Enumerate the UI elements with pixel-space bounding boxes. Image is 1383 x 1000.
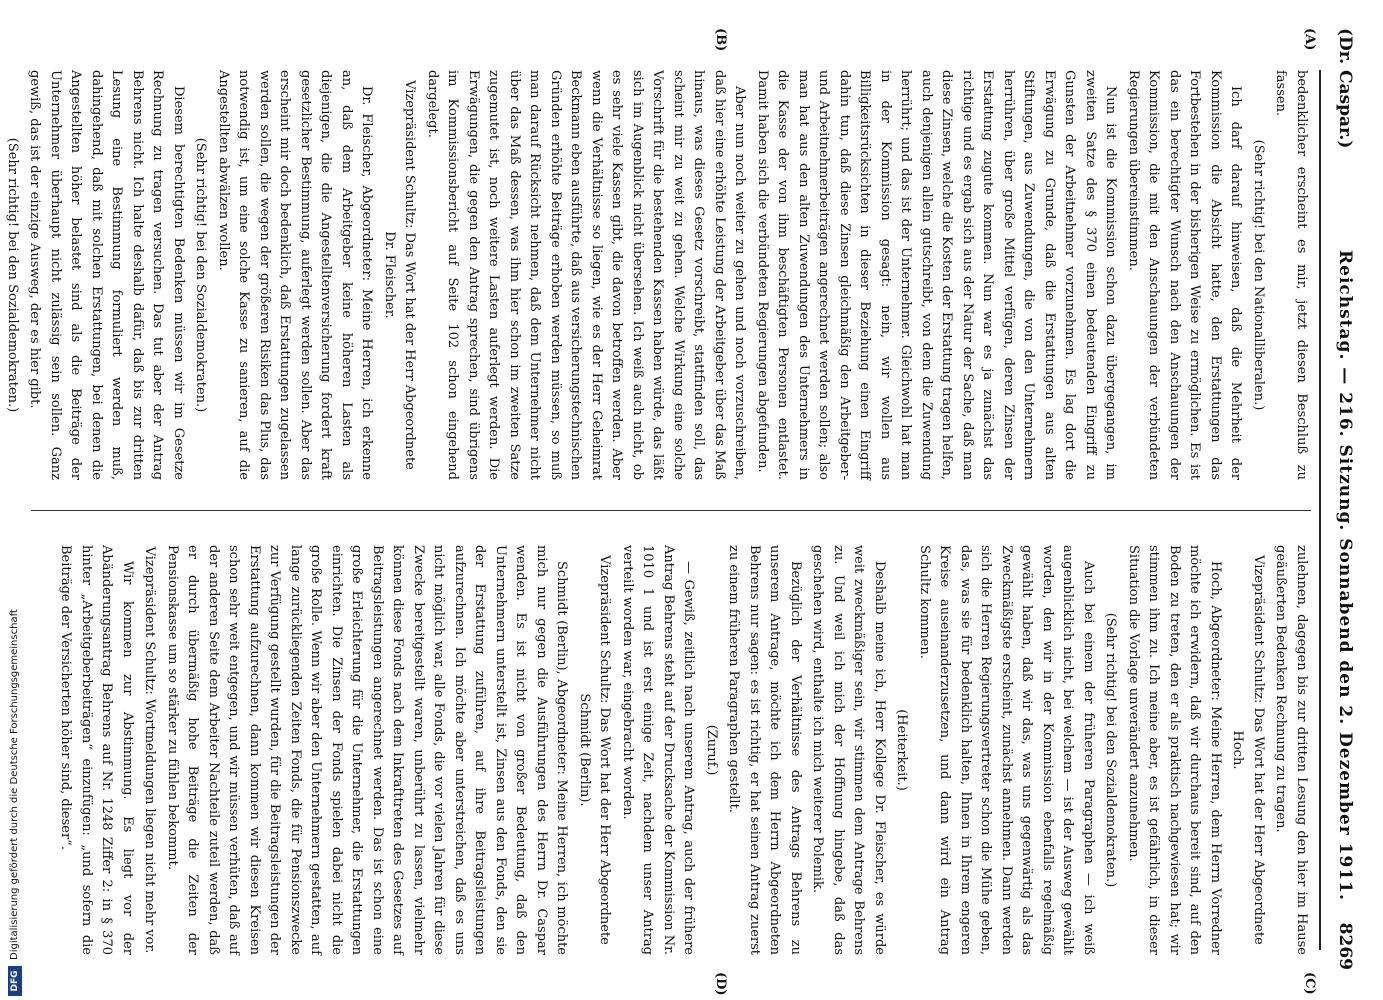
- paragraph: Deshalb meine ich, Herr Kollege Dr. Fleischer, es würde weit zweckmäßiger sein, wir stimmen dem Antrage Behrens zu. Und weil ich mich der Hoffnung hingebe, daß das geschehen wird, enthalte ich mich weiterer Polemik.: [810, 545, 887, 955]
- right-text-column: [21, 545, 1311, 955]
- speaker-running-head: (Dr. Caspar.): [1335, 28, 1355, 149]
- paragraph: zulehnen, dagegen bis zur dritten Lesung den hier im Hause geäußerten Bedenken Rechnung zu tragen.: [1273, 545, 1309, 955]
- margin-marker-a: (A): [1302, 28, 1317, 51]
- speaker-line: (Sehr richtig! bei den Sozialdemokraten.): [193, 137, 209, 413]
- page-title: Reichstag. — 216. Sitzung. Sonnabend den 2. Dezember 1911.: [1335, 250, 1355, 901]
- paragraph: Schmidt (Berlin), Abgeordneter: Meine Herren, ich möchte mich nur gegen die Ausführungen des Herrn Dr. Caspar wenden. Es ist nicht von großer Bedeutung, daß den Unternehmern unterstellt ist, Zinsen aus den Fonds, den sie der Erstattung zuführen, auf ihre Beitragsleistungen aufzurechnen. Ich möchte aber unterstreichen, daß es uns nicht möglich war, alle Fonds, die vor vielen Jahren für diese Zwecke bereitgestellt waren, unberührt zu lassen, vielmehr können diese Fonds nach dem Inkrafttreten des Gesetzes auf Beitragsleistungen angerechnet werden. Das ist schon eine große Erleichterung für die Unternehmer, die Erstattungen einrichten. Die Zinsen der Fonds spielen dabei nicht die große Rolle. Wenn wir aber den Unternehmern gestatten, auf lange zurückliegenden Zeiten Fonds, die für Pensionszwecke zur Verfügung gestellt wurden, für die Beitragsleistungen der Erstattung aufzurechnen, dann kommen wir diesen Kreisen schon sehr weit entgegen, und wir müssen verhüten, daß auf der anderen Seite dem Arbeiter Nachteile zuteil werden, daß er durch übermäßig hohe Beiträge die Zeiten der Pensionskasse um so stärker zu fühlen bekommt.: [165, 545, 570, 955]
- speaker-line: (Sehr richtig! bei den Sozialdemokraten.): [5, 137, 20, 413]
- funding-note: Digitalisierung gefördert durch die Deutsche Forschungsgemeinschaft: [9, 609, 20, 960]
- page-number: 8269: [1335, 922, 1355, 970]
- header-rule: [1319, 70, 1321, 950]
- margin-marker-c: (C): [1302, 972, 1317, 995]
- column-divider: [31, 510, 1311, 511]
- speaker-line: (Zuruf.): [704, 724, 719, 776]
- paragraph: Aber nun noch weiter zu gehen und noch vorzuschreiben, daß hier eine erhöhte Leistung der Arbeitgeber über das Maß hinaus, was dieses Gesetz vorschreibt, stattfinden soll, das scheint mir zu weit zu gehen. Welche Wirkung eine solche Vorschrift für die bestehenden Kassen haben würde, das läßt sich im Augenblick nicht übersehen. Ich weiß auch nicht, ob es sehr viele Kassen gibt, die davon betroffen werden. Aber wenn die Verhältnisse so liegen, wie es der Herr Geheimrat Beckmann eben ausführte, daß aus versicherungstechnischen Gründen erhöhte Beiträge erhoben werden müssen, so muß man darauf Rücksicht nehmen, daß dem Unternehmer nicht über das Maß dessen, was ihm hier schon im zweiten Satze zugemutet ist, noch weitere Lasten auferlegt werden. Die Erwägungen, die gegen den Antrag sprechen, sind übrigens im Kommissionsbericht auf Seite 102 schon eingehend dargelegt.: [425, 70, 748, 481]
- paragraph: Wir kommen zur Abstimmung. Es liegt vor der Abänderungsantrag Behrens auf Nr. 1248 Ziffer 2: in § 370 hinter „Arbeitgeberbeiträgen“ einzufügen: „und sofern die Beiträge der Versicherten höher sind, dieser“.: [58, 545, 135, 955]
- paragraph: bedenklicher erscheint es mir, jetzt diesen Beschluß zu fassen.: [1273, 70, 1309, 480]
- speaker-line: Vizepräsident Schultz: Das Wort hat der Herr Abgeordnete Dr. Fleischer.: [382, 80, 418, 470]
- speaker-line: Vizepräsident Schultz: Das Wort hat der Herr Abgeordnete Schmidt (Berlin).: [577, 555, 613, 945]
- speaker-line: Vizepräsident Schultz: Wortmeldungen liegen nicht mehr vor.: [142, 546, 158, 954]
- paragraph: Auch bei einem der früheren Paragraphen — ich weiß augenblicklich nicht, bei welchem — ist der Ausweg gewählt worden, den wir in der Kommission ebenfalls regelmäßig gewählt haben, daß wir das, was uns gegenwärtig als das Zweckmäßigste erscheint, zunächst annehmen. Dann werden sich die Herren Regierungsvertreter schon die Mühe geben, das, was sie für bedenklich halten, Ihnen in Ihrem engeren Kreise auseinanderzusetzen, und dann wird ein Antrag Schultz kommen.: [917, 545, 1096, 955]
- dfg-logo: DFG: [8, 966, 22, 996]
- speaker-line: (Sehr richtig! bei den Nationalliberalen.): [1251, 139, 1266, 411]
- left-text-column: [5, 70, 1311, 481]
- margin-marker-d: (D): [713, 972, 728, 996]
- paragraph: Nun ist die Kommission schon dazu übergegangen, im zweiten Satze des § 370 einen bedeutenden Eingriff zu Gunsten der Arbeitnehmer vorzunehmen. Es lag dort die Erwägung zu Grunde, daß die Erstattungen aus alten Stiftungen, aus Zuwendungen, die von den Unternehmern herrühren, über große Mittel verfügen, deren Zinsen der Erstattung zugute kommen. Nun war es ja zunächst das richtige und es ergab sich aus der Natur der Sache, daß man diese Zinsen, welche die Kosten der Erstattung tragen helfen, auch denjenigen allein gutschreibt, von dem die Zuwendung herrührt; und das ist der Unternehmer. Gleichwohl hat man in der Kommission gesagt: nein, wir wollen aus Billigkeitsrücksichten in dieser Beziehung einen Eingriff dahin tun, daß diese Zinsen gleichmäßig den Arbeitgeber- und Arbeitnehmerbeiträgen angerechnet werden sollen; also man hat aus den alten Zuwendungen des Unternehmers in die Kasse der von ihm beschäftigten Personen entlastet. Damit haben sich die verbündeten Regierungen abgefunden.: [755, 70, 1119, 480]
- speaker-line: (Heiterkeit.): [894, 709, 910, 791]
- paragraph: Hoch, Abgeordneter: Meine Herren, dem Herrn Vorredner möchte ich erwidern, daß wir durchaus bereit sind, auf den Boden zu treten, den er als praktisch nachgewiesen hat; wir stimmen ihm zu. Ich meine aber, es ist gefährlich, in dieser Situation die Vorlage unverändert anzunehmen.: [1126, 545, 1223, 955]
- margin-marker-b: (B): [713, 28, 728, 52]
- paragraph: Dr. Fleischer, Abgeordneter: Meine Herren, ich erkenne an, daß dem Arbeitgeber keine höheren Lasten als diejenigen, die die Angestelltenversicherung fordert kraft gesetzlicher Bestimmung, auferlegt werden sollen. Aber das erscheint mir doch bedenklich, daß Erstattungen zugelassen werden sollen, die wegen der größeren Risiken das Plus, das notwendig ist, um eine solche Kasse zu sanieren, auf die Angestellten abwälzen wollen.: [216, 70, 375, 480]
- paragraph: Ich darf darauf hinweisen, daß die Mehrheit der Kommission die Absicht hatte, den Erstattungen das Fortbestehen in der bisherigen Weise zu ermöglichen. Es ist das ein berechtigter Wunsch nach den Anschauungen der Kommission, die mit den Anschauungen der verbündeten Regierungen übereinstimmen.: [1126, 70, 1244, 480]
- paragraph: Diesem berechtigten Bedenken müssen wir im Gesetze Rechnung zu tragen versuchen. Das tut aber der Antrag Behrens nicht. Ich halte deshalb dafür, daß bis zur dritten Lesung eine Bestimmung formuliert werden muß, dahingehend, daß mit solchen Erstattungen, bei denen die Angestellten höher belastet sind als die Beiträge der Unternehmer überhaupt nicht zulässig sein sollen. Ganz gewiß, das ist der einzige Ausweg, der es hier gibt.: [27, 70, 186, 480]
- paragraph: Bezüglich der Verhältnisse des Antrags Behrens zu unserem Antrage, möchte ich dem Herrn Abgeordneten Behrens nur sagen: es ist richtig, er hat seinen Antrag zuerst zu einem früheren Paragraphen gestellt.: [726, 545, 803, 955]
- speaker-line: Vizepräsident Schultz: Das Wort hat der Herr Abgeordnete Hoch.: [1230, 555, 1266, 945]
- speaker-line: (Sehr richtig! bei den Sozialdemokraten.): [1103, 612, 1119, 888]
- paragraph: — Gewiß, zeitlich nach unserem Antrag, auch der frühere Antrag Behrens steht auf der Drucksache der Kommission Nr. 1010 1 und ist erst einige Zeit, nachdem unser Antrag verteilt worden war, eingebracht worden.: [620, 545, 697, 955]
